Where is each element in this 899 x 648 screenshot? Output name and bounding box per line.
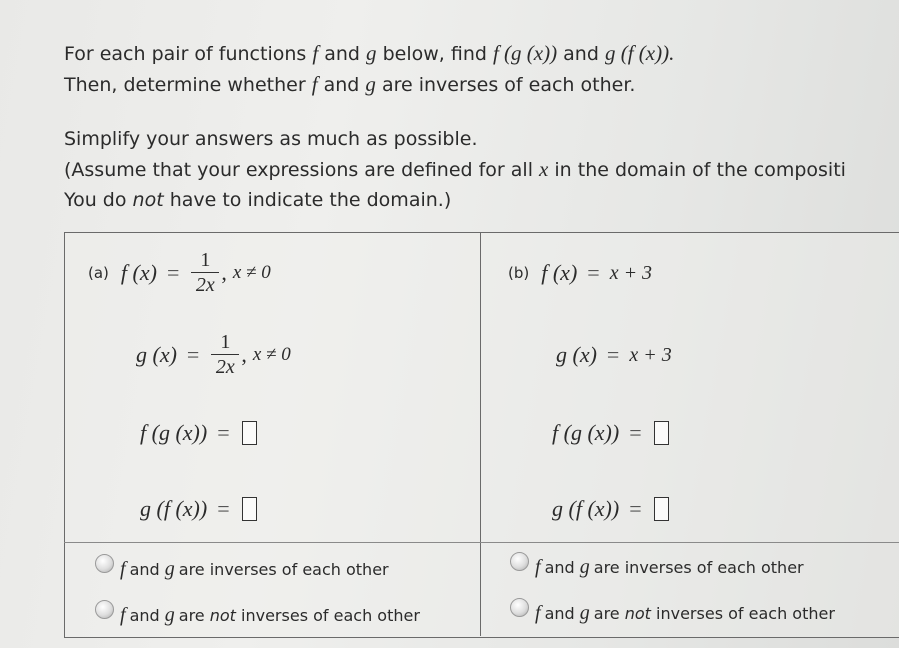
instruction-text: and	[324, 43, 360, 65]
instruction-text: below, find	[382, 43, 487, 65]
part-b-f-definition	[508, 260, 652, 286]
instruction-text: Then, determine whether	[64, 74, 306, 96]
comma: ,	[221, 259, 227, 285]
math-f: f	[311, 72, 318, 96]
math-f: f	[535, 556, 541, 578]
option-text: and	[129, 606, 160, 625]
equals-sign: =	[629, 496, 642, 521]
option-text: and	[544, 558, 575, 577]
fraction-denominator: 2x	[195, 274, 215, 296]
equals-sign: =	[186, 341, 200, 367]
option-text: and	[544, 604, 575, 623]
part-a-g-lhs: g (x)	[136, 341, 177, 367]
panel-separator	[64, 542, 899, 543]
part-a-gof-row	[140, 496, 257, 522]
equals-sign: =	[217, 496, 230, 521]
part-a-g-definition	[136, 330, 291, 379]
math-g: g	[164, 604, 175, 626]
math-f: f	[120, 604, 126, 626]
simplify-note: Simplify your answers as much as possible.	[64, 128, 478, 150]
comma: ,	[241, 341, 247, 367]
part-a-option-inverses[interactable]	[95, 558, 389, 581]
equals-sign: =	[217, 420, 230, 445]
part-b-g-lhs: g (x)	[556, 342, 597, 367]
option-text: are inverses of each other	[593, 558, 804, 577]
instruction-text: and	[323, 74, 360, 96]
option-text: are	[178, 606, 205, 625]
math-g: g	[579, 602, 590, 624]
part-a-fog-answer-input[interactable]	[242, 421, 257, 445]
part-a-fog-row	[140, 420, 257, 446]
part-a-f-fraction	[191, 248, 219, 297]
part-b-label: (b)	[508, 264, 530, 282]
radio-button[interactable]	[510, 552, 529, 571]
part-a-gof-answer-input[interactable]	[242, 497, 257, 521]
part-b-option-not-inverses[interactable]	[510, 602, 835, 625]
option-text: and	[129, 560, 160, 579]
equals-sign: =	[629, 420, 642, 445]
part-a-label: (a)	[88, 263, 109, 282]
part-b-gof-row	[552, 496, 669, 522]
option-text: are	[593, 604, 620, 623]
emphasis-not: not	[624, 604, 651, 623]
instruction-text: For each pair of functions	[64, 43, 307, 65]
instruction-text: are inverses of each other.	[381, 74, 636, 96]
math-g: g	[579, 556, 590, 578]
part-b-f-rhs: x + 3	[609, 261, 653, 284]
instruction-text: have to indicate the domain.)	[169, 189, 452, 211]
instructions-block-2	[64, 124, 846, 215]
equals-sign: =	[606, 342, 620, 367]
part-a-fog-lhs: f (g (x))	[140, 420, 208, 445]
math-f: f	[120, 558, 126, 580]
instruction-line-1	[64, 38, 674, 69]
fraction-denominator: 2x	[215, 356, 235, 378]
assume-note	[64, 154, 846, 185]
fraction-numerator: 1	[200, 249, 211, 271]
panel-divider	[480, 232, 481, 636]
radio-button[interactable]	[95, 554, 114, 573]
math-fgx: f (g (x))	[492, 41, 558, 65]
instruction-text: and	[563, 43, 599, 65]
part-a-g-fraction	[211, 330, 239, 379]
math-g: g	[366, 41, 377, 65]
emphasis-not: not	[209, 606, 236, 625]
equals-sign: =	[587, 260, 600, 285]
part-a-gof-lhs: g (f (x))	[140, 496, 208, 521]
part-a-f-definition	[88, 248, 271, 297]
part-b-fog-lhs: f (g (x))	[552, 420, 620, 445]
part-b-fog-answer-input[interactable]	[654, 421, 669, 445]
part-a-f-lhs: f (x)	[120, 259, 157, 285]
radio-button[interactable]	[95, 600, 114, 619]
equals-sign: =	[166, 259, 180, 285]
radio-button[interactable]	[510, 598, 529, 617]
instruction-line-2	[64, 69, 674, 100]
option-text: are inverses of each other	[178, 560, 389, 579]
math-x: x	[539, 157, 549, 181]
part-b-g-rhs: x + 3	[629, 343, 672, 366]
instruction-text: in the domain of the compositi	[554, 159, 846, 181]
part-b-gof-answer-input[interactable]	[654, 497, 669, 521]
part-b-g-definition	[556, 342, 672, 368]
part-b-option-inverses[interactable]	[510, 556, 804, 579]
instructions-block-1	[64, 38, 674, 100]
part-b-fog-row	[552, 420, 669, 446]
option-text: inverses of each other	[241, 606, 420, 625]
option-text: inverses of each other	[656, 604, 835, 623]
fraction-numerator: 1	[220, 331, 231, 353]
instruction-text: You do	[64, 189, 127, 211]
math-f: f	[312, 41, 319, 65]
instruction-text: (Assume that your expressions are defined for all	[64, 159, 533, 181]
part-b-gof-lhs: g (f (x))	[552, 496, 620, 521]
part-a-option-not-inverses[interactable]	[95, 604, 420, 627]
math-g: g	[365, 72, 376, 96]
domain-note	[64, 185, 846, 215]
part-a-f-condition: x ≠ 0	[232, 261, 271, 283]
part-b-f-lhs: f (x)	[541, 260, 578, 285]
math-g: g	[164, 558, 175, 580]
math-gfx: g (f (x)).	[604, 41, 675, 65]
emphasis-not: not	[132, 189, 164, 211]
math-f: f	[535, 602, 541, 624]
part-a-g-condition: x ≠ 0	[252, 343, 291, 365]
